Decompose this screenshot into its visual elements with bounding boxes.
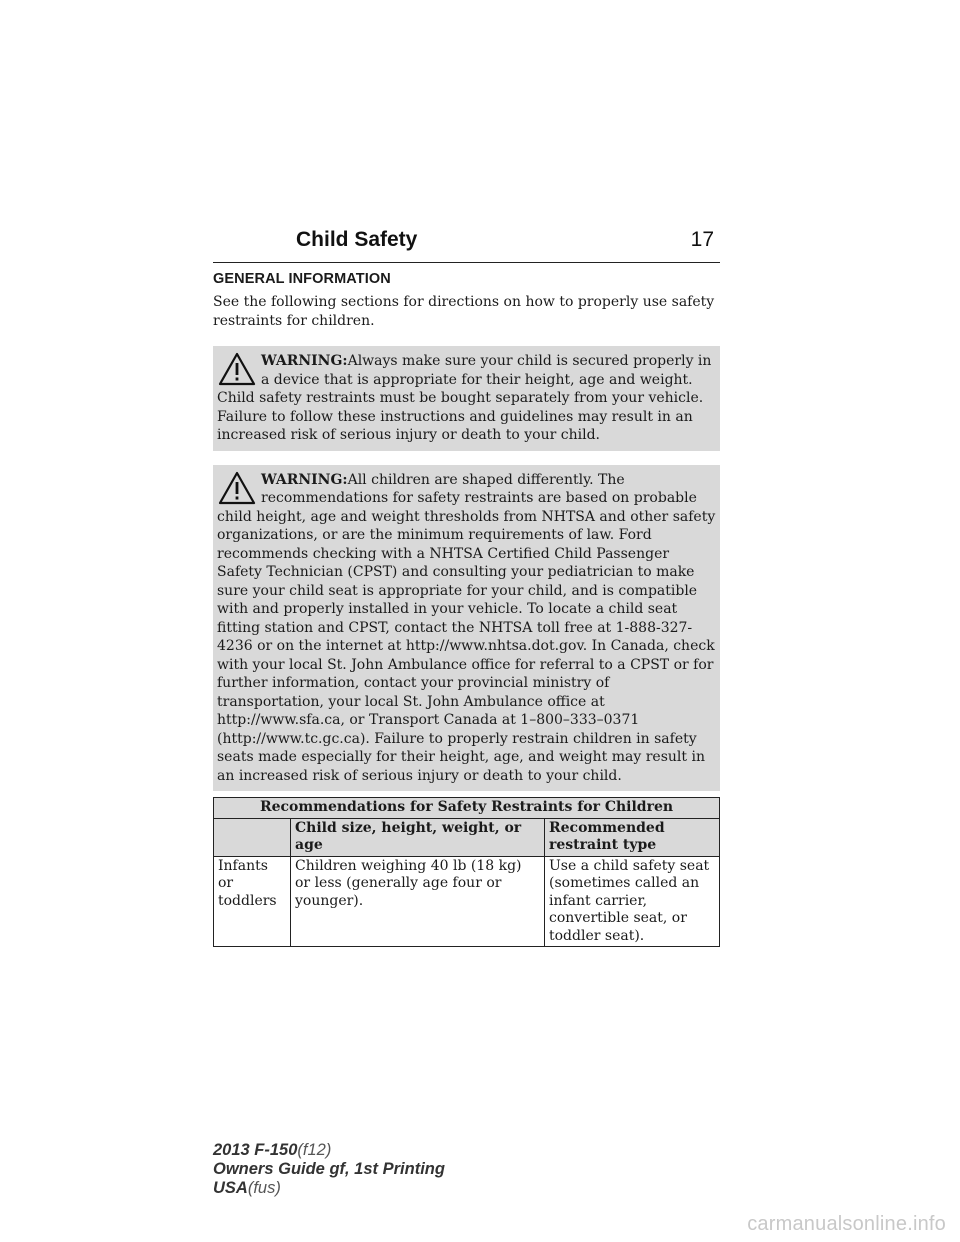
- table-header-cell: Recommended restraint type: [545, 818, 720, 856]
- warning-box: [213, 465, 720, 792]
- table-row: [214, 856, 720, 947]
- warning-label: WARNING:: [261, 353, 348, 369]
- footer-guide: Owners Guide gf, 1st Printing: [213, 1160, 445, 1178]
- footer-line: [213, 1160, 445, 1179]
- table-cell: Use a child safety seat (sometimes called an infant carrier, convertible seat, or toddler seat).: [545, 856, 720, 947]
- table-header-cell: [214, 818, 291, 856]
- footer-line: [213, 1179, 445, 1198]
- chapter-title: Child Safety: [296, 228, 418, 251]
- table-caption-row: [214, 798, 720, 819]
- footer-market-code: (fus): [247, 1179, 281, 1197]
- footer-model: 2013 F-150: [213, 1141, 298, 1159]
- footer-model-code: (f12): [297, 1141, 332, 1159]
- table-header-row: [214, 818, 720, 856]
- table-header-cell: Child size, height, weight, or age: [291, 818, 545, 856]
- warning-text: Always make sure your child is secured properly in a device that is appropriate for their height, age and weight. Child safety restraints must be bought separately from your vehicle. Failure to follow these instructions and guidelines may result in an increased risk of serious injury or death to your child.: [217, 353, 712, 443]
- restraints-table: [213, 797, 720, 947]
- page-header: [213, 226, 720, 263]
- footer-market: USA: [213, 1179, 248, 1197]
- table-cell: Infants or toddlers: [214, 856, 291, 947]
- warning-triangle-icon: [217, 470, 257, 506]
- warning-label: WARNING:: [261, 471, 348, 488]
- warning-box: [213, 346, 720, 451]
- section-title: GENERAL INFORMATION: [213, 271, 391, 287]
- print-footer: [213, 1141, 445, 1198]
- table-cell: Children weighing 40 lb (18 kg) or less (generally age four or younger).: [291, 856, 545, 947]
- page-content: [213, 226, 720, 947]
- page-number: 17: [690, 228, 714, 251]
- footer-line: [213, 1141, 445, 1160]
- intro-paragraph: See the following sections for directions on how to properly use safety restraints for children.: [213, 294, 715, 329]
- warning-text: All children are shaped differently. The recommendations for safety restraints are based on probable child height, age and weight thresholds from NHTSA and other safety organizations, or are the minimum requirements of law. Ford recommends checking with a NHTSA Certified Child Passenger Safety Technician (CPST) and consulting your pediatrician to make sure your child seat is appropriate for your child, and is compatible with and properly installed in your vehicle. To locate a child seat fitting station and CPST, contact the NHTSA toll free at 1-888-327-4236 or on the internet at http://www.nhtsa.dot.gov. In Canada, check with your local St. John Ambulance office for referral to a CPST or for further information, contact your provincial ministry of transportation, your local St. John Ambulance office at http://www.sfa.ca, or Transport Canada at 1–800–333–0371 (http://www.tc.gc.ca). Failure to properly restrain children in safety seats made especially for their height, age, and weight may result in an increased risk of serious injury or death to your child.: [217, 471, 716, 784]
- site-watermark: carmanualsonline.info: [747, 1213, 946, 1235]
- table-caption: Recommendations for Safety Restraints for Children: [214, 798, 720, 819]
- warning-triangle-icon: [217, 351, 257, 387]
